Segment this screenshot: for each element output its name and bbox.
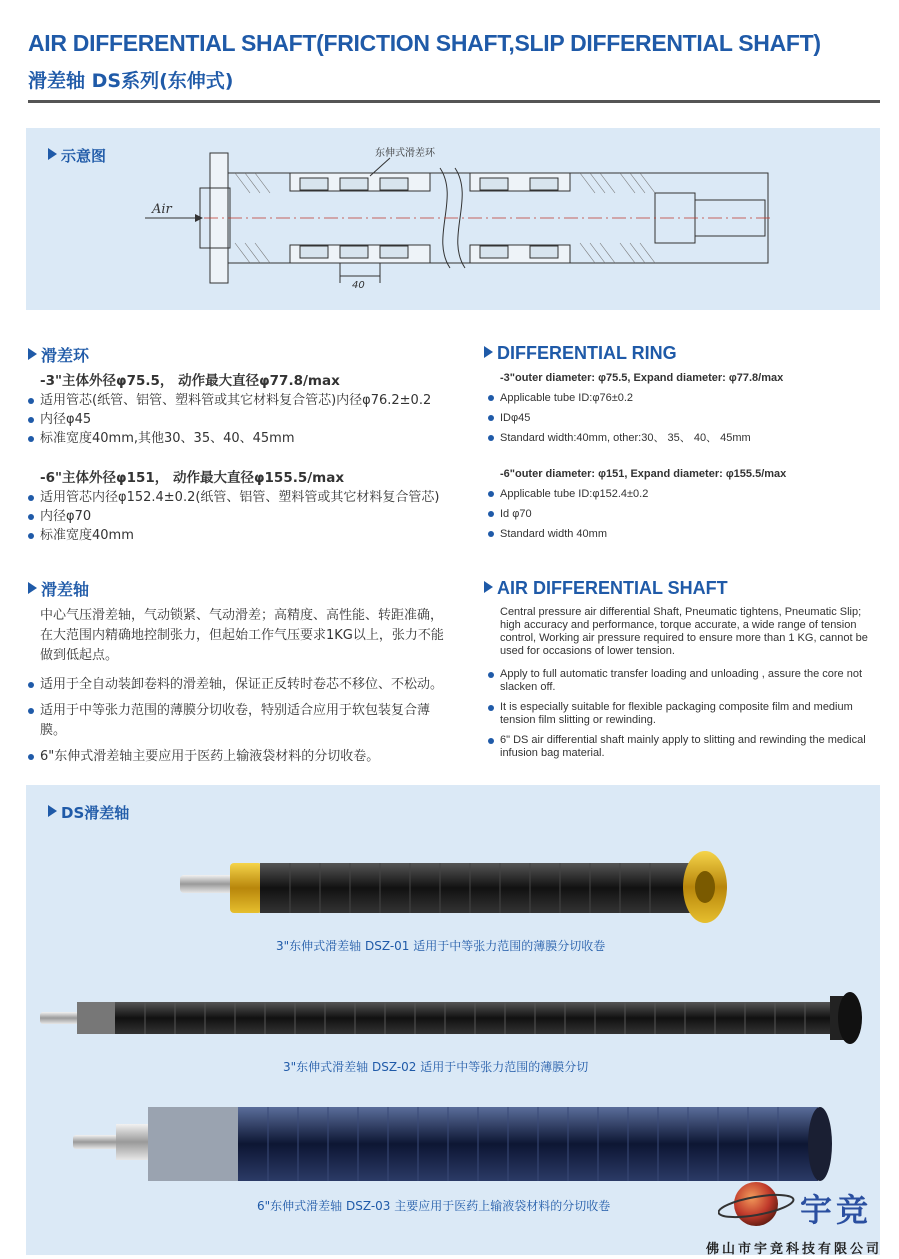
bullet-icon	[28, 514, 34, 520]
list-item: 内径φ70	[40, 507, 440, 526]
list-item: 内径φ45	[40, 410, 431, 429]
shaft-cn-list	[40, 675, 455, 767]
list-item: 6"东伸式滑差轴主要应用于医药上输液袋材料的分切收卷。	[40, 747, 455, 767]
ring-cn-spec6	[40, 469, 440, 545]
title-divider	[28, 100, 880, 103]
bullet-icon	[28, 754, 34, 760]
shaft-en-heading: AIR DIFFERENTIAL SHAFT	[484, 578, 728, 599]
spec3-heading: -3"outer diameter: φ75.5, Expand diameter: φ77.8/max	[500, 372, 784, 384]
company-name: 佛山市宇竞科技有限公司	[706, 1242, 883, 1257]
bullet-icon	[28, 495, 34, 501]
bullet-icon	[488, 531, 494, 537]
bullet-icon	[28, 417, 34, 423]
triangle-icon	[484, 346, 493, 358]
shaft-dsz02-image	[35, 988, 870, 1048]
list-item: Id φ70	[500, 504, 786, 524]
page-title: AIR DIFFERENTIAL SHAFT(FRICTION SHAFT,SLIP DIFFERENTIAL SHAFT)	[28, 30, 821, 56]
bullet-icon	[28, 398, 34, 404]
spec6-heading: -6"主体外径φ151， 动作最大直径φ155.5/max	[40, 470, 345, 486]
caption-dsz03: 6"东伸式滑差轴 DSZ-03 主要应用于医药上输液袋材料的分切收卷	[257, 1199, 611, 1213]
bullet-icon	[28, 436, 34, 442]
bullet-icon	[488, 395, 494, 401]
triangle-icon	[28, 348, 37, 360]
shaft-dsz01-image	[170, 845, 740, 925]
shaft-en-intro: Central pressure air differential Shaft, Pneumatic tightens, Pneumatic Slip; high accuracy and performance, torque accurate, a wide range of tension control, Working air pressure required to ensure more than 1 KG, cannot be used for occasions of lower tension.	[500, 606, 868, 657]
list-item: 标准宽度40mm	[40, 526, 440, 545]
ring-en-heading: DIFFERENTIAL RING	[484, 343, 677, 364]
shaft-cn-heading: 滑差轴	[28, 577, 89, 600]
ring-cn-spec3	[40, 372, 431, 448]
ring-label: 东伸式滑差环	[375, 148, 435, 159]
list-item: Apply to full automatic transfer loading and unloading , assure the core not slacken off.	[500, 668, 880, 694]
bullet-icon	[488, 672, 494, 678]
company-logo-icon	[718, 1176, 798, 1234]
page-subtitle: 滑差轴 DS系列(东伸式)	[28, 70, 234, 92]
bullet-icon	[28, 708, 34, 714]
spec3-heading: -3"主体外径φ75.5， 动作最大直径φ77.8/max	[40, 373, 340, 389]
list-item: 适用管芯内径φ152.4±0.2(纸管、铝管、塑料管或其它材料复合管芯)	[40, 488, 440, 507]
gallery-heading: DS滑差轴	[48, 802, 129, 823]
list-item: Standard width 40mm	[500, 524, 786, 544]
triangle-icon	[48, 148, 57, 160]
list-item: 标准宽度40mm,其他30、35、40、45mm	[40, 429, 431, 448]
list-item: It is especially suitable for flexible packaging composite film and medium tension film slitting or rewinding.	[500, 701, 880, 727]
bullet-icon	[488, 705, 494, 711]
shaft-dsz03-image	[68, 1102, 838, 1187]
air-label: Air	[152, 202, 172, 217]
bullet-icon	[488, 435, 494, 441]
list-item: Standard width:40mm, other:30、 35、 40、 45mm	[500, 428, 783, 448]
bullet-icon	[28, 533, 34, 539]
caption-dsz01: 3"东伸式滑差轴 DSZ-01 适用于中等张力范围的薄膜分切收卷	[276, 939, 606, 953]
ring-cn-heading: 滑差环	[28, 343, 89, 366]
list-item: IDφ45	[500, 408, 783, 428]
triangle-icon	[48, 805, 57, 817]
bullet-icon	[28, 682, 34, 688]
ring-en-spec3	[500, 368, 783, 448]
shaft-en-list	[500, 668, 880, 760]
caption-dsz02: 3"东伸式滑差轴 DSZ-02 适用于中等张力范围的薄膜分切	[283, 1060, 589, 1074]
list-item: 适用于全自动装卸卷料的滑差轴，保证正反转时卷芯不移位、不松动。	[40, 675, 455, 695]
dimension-label: 40	[352, 280, 365, 291]
triangle-icon	[28, 582, 37, 594]
bullet-icon	[488, 415, 494, 421]
bullet-icon	[488, 738, 494, 744]
triangle-icon	[484, 581, 493, 593]
list-item: 6" DS air differential shaft mainly apply to slitting and rewinding the medical infusion bag material.	[500, 734, 880, 760]
ring-en-spec6	[500, 464, 786, 544]
schematic-heading: 示意图	[48, 145, 106, 166]
list-item: Applicable tube ID:φ152.4±0.2	[500, 484, 786, 504]
logo-text: 宇竞	[800, 1191, 873, 1229]
bullet-icon	[488, 491, 494, 497]
list-item: Applicable tube ID:φ76±0.2	[500, 388, 783, 408]
list-item: 适用于中等张力范围的薄膜分切收卷，特别适合应用于软包装复合薄膜。	[40, 701, 455, 741]
bullet-icon	[488, 511, 494, 517]
spec6-heading: -6"outer diameter: φ151, Expand diameter: φ155.5/max	[500, 468, 787, 480]
list-item: 适用管芯(纸管、铝管、塑料管或其它材料复合管芯)内径φ76.2±0.2	[40, 391, 431, 410]
shaft-cn-intro: 中心气压滑差轴，气动锁紧、气动滑差；高精度、高性能、转距准确，在大范围内精确地控制张力，但起始工作气压要求1KG以上，张力不能做到低起点。	[40, 608, 444, 663]
shaft-schematic	[140, 138, 790, 303]
